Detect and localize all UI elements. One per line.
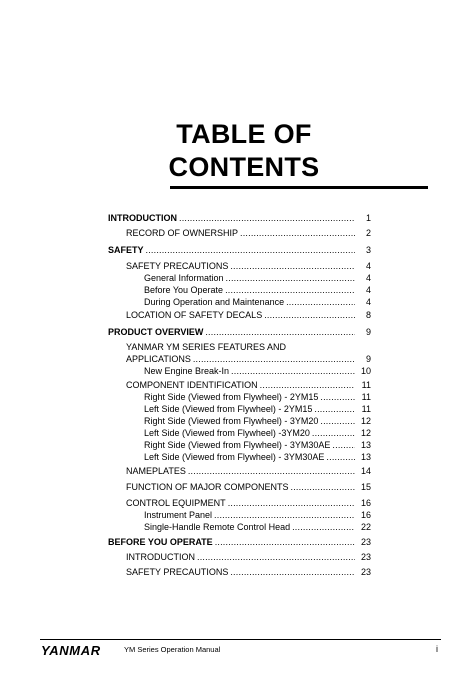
toc-entry[interactable] <box>108 551 371 563</box>
toc-entry[interactable] <box>108 391 371 403</box>
toc-entry-label: General Information <box>144 273 224 283</box>
dot-leader <box>318 391 355 403</box>
toc-entry-label: PRODUCT OVERVIEW <box>108 327 204 337</box>
toc-entry[interactable] <box>108 284 371 296</box>
toc-entry-page: 23 <box>360 537 371 547</box>
toc-entry-page: 13 <box>360 440 371 450</box>
dot-leader <box>224 272 355 284</box>
toc-entry-page: 4 <box>365 273 371 283</box>
toc-entry-label: BEFORE YOU OPERATE <box>108 537 213 547</box>
toc-entry[interactable] <box>108 272 371 284</box>
dot-leader <box>177 212 355 224</box>
toc-entry-label: INTRODUCTION <box>126 552 195 562</box>
toc-entry-label: INTRODUCTION <box>108 213 177 223</box>
toc-entry-page: 16 <box>360 510 371 520</box>
toc-entry-label: APPLICATIONS <box>126 354 191 364</box>
dot-leader <box>226 497 355 509</box>
dot-leader <box>318 415 355 427</box>
toc-entry-label: Right Side (Viewed from Flywheel) - 2YM15 <box>144 392 319 402</box>
toc-entry-page: 4 <box>365 261 371 271</box>
dot-leader <box>262 309 355 321</box>
toc-entry-label: FUNCTION OF MAJOR COMPONENTS <box>126 482 289 492</box>
toc-entry[interactable] <box>108 481 371 493</box>
dot-leader <box>223 284 355 296</box>
dot-leader <box>289 481 356 493</box>
toc-entry-page: 9 <box>365 354 371 364</box>
toc-entry-page: 11 <box>361 380 371 390</box>
toc-entry[interactable] <box>108 353 371 365</box>
page-number: i <box>436 644 438 654</box>
toc-entry[interactable] <box>108 379 371 391</box>
dot-leader <box>213 536 355 548</box>
toc-entry-label: SAFETY PRECAUTIONS <box>126 567 229 577</box>
dot-leader <box>229 365 355 377</box>
dot-leader <box>186 465 355 477</box>
toc-entry[interactable] <box>108 465 371 477</box>
dot-leader <box>310 427 355 439</box>
toc-entry-page: 23 <box>360 552 371 562</box>
toc-entry-label: Left Side (Viewed from Flywheel) - 2YM15 <box>144 404 313 414</box>
toc-entry-page: 12 <box>360 416 371 426</box>
toc-entry-label: LOCATION OF SAFETY DECALS <box>126 310 263 320</box>
page-title <box>0 118 468 184</box>
toc-entry[interactable] <box>108 415 371 427</box>
dot-leader <box>258 379 355 391</box>
toc-entry-page: 4 <box>365 285 371 295</box>
toc-entry-page: 22 <box>360 522 371 532</box>
toc-entry[interactable] <box>108 244 371 256</box>
toc-entry-page: 11 <box>361 404 371 414</box>
toc-entry-label: Single-Handle Remote Control Head <box>144 522 291 532</box>
toc-entry-page: 11 <box>361 392 371 402</box>
toc-entry-label: YANMAR YM SERIES FEATURES AND <box>126 342 287 352</box>
toc-entry-label: During Operation and Maintenance <box>144 297 285 307</box>
toc-entry-page: 9 <box>365 327 371 337</box>
toc-entry-label: CONTROL EQUIPMENT <box>126 498 226 508</box>
toc-entry-page: 15 <box>360 482 371 492</box>
toc-entry[interactable] <box>108 566 371 578</box>
dot-leader <box>203 326 355 338</box>
brand-logo: YANMAR <box>41 643 101 658</box>
toc-entry[interactable] <box>108 341 371 353</box>
toc-entry-page: 14 <box>360 466 371 476</box>
toc-entry-label: Instrument Panel <box>144 510 213 520</box>
toc-entry[interactable] <box>108 260 371 272</box>
toc-entry[interactable] <box>108 403 371 415</box>
toc-entry-label: Left Side (Viewed from Flywheel) - 3YM30AE <box>144 452 325 462</box>
toc-entry-label: NAMEPLATES <box>126 466 186 476</box>
toc-entry-page: 8 <box>365 310 371 320</box>
dot-leader <box>330 439 355 451</box>
dot-leader <box>284 296 355 308</box>
manual-title: YM Series Operation Manual <box>124 645 221 654</box>
toc-entry[interactable] <box>108 451 371 463</box>
dot-leader <box>144 244 355 256</box>
toc-entry-page: 16 <box>360 498 371 508</box>
dot-leader <box>195 551 355 563</box>
toc-entry[interactable] <box>108 536 371 548</box>
dot-leader <box>212 509 355 521</box>
toc-entry[interactable] <box>108 497 371 509</box>
title-divider <box>170 186 428 189</box>
dot-leader <box>191 353 355 365</box>
title-line-2: CONTENTS <box>168 152 320 182</box>
toc-entry-page: 1 <box>365 213 371 223</box>
toc-entry-page: 3 <box>365 245 371 255</box>
toc-entry[interactable] <box>108 326 371 338</box>
dot-leader <box>312 403 355 415</box>
toc-entry[interactable] <box>108 227 371 239</box>
toc-entry-page: 2 <box>365 228 371 238</box>
toc-entry-label: SAFETY PRECAUTIONS <box>126 261 229 271</box>
toc-entry[interactable] <box>108 296 371 308</box>
dot-leader <box>290 521 355 533</box>
toc-entry[interactable] <box>108 365 371 377</box>
toc-entry-page: 4 <box>365 297 371 307</box>
toc-entry[interactable] <box>108 521 371 533</box>
toc-entry-label: New Engine Break-In <box>144 366 230 376</box>
toc-entry-page: 10 <box>360 366 371 376</box>
footer-divider <box>40 639 441 640</box>
toc-entry[interactable] <box>108 439 371 451</box>
dot-leader <box>228 566 355 578</box>
toc-entry-label: COMPONENT IDENTIFICATION <box>126 380 258 390</box>
toc-entry-label: Right Side (Viewed from Flywheel) - 3YM20 <box>144 416 319 426</box>
toc-entry-page: 12 <box>360 428 371 438</box>
dot-leader <box>238 227 355 239</box>
toc-entry[interactable] <box>108 427 371 439</box>
toc-entry-label: RECORD OF OWNERSHIP <box>126 228 239 238</box>
toc-entry-label: Right Side (Viewed from Flywheel) - 3YM30AE <box>144 440 331 450</box>
toc-entry-label: Before You Operate <box>144 285 224 295</box>
toc-entry-page: 23 <box>360 567 371 577</box>
toc-entry-page: 13 <box>360 452 371 462</box>
toc-entry[interactable] <box>108 309 371 321</box>
toc-entry[interactable] <box>108 212 371 224</box>
dot-leader <box>324 451 355 463</box>
toc-entry-label: Left Side (Viewed from Flywheel) -3YM20 <box>144 428 310 438</box>
title-line-1: TABLE OF <box>176 119 312 149</box>
toc-entry[interactable] <box>108 509 371 521</box>
toc-entry-label: SAFETY <box>108 245 144 255</box>
dot-leader <box>228 260 355 272</box>
